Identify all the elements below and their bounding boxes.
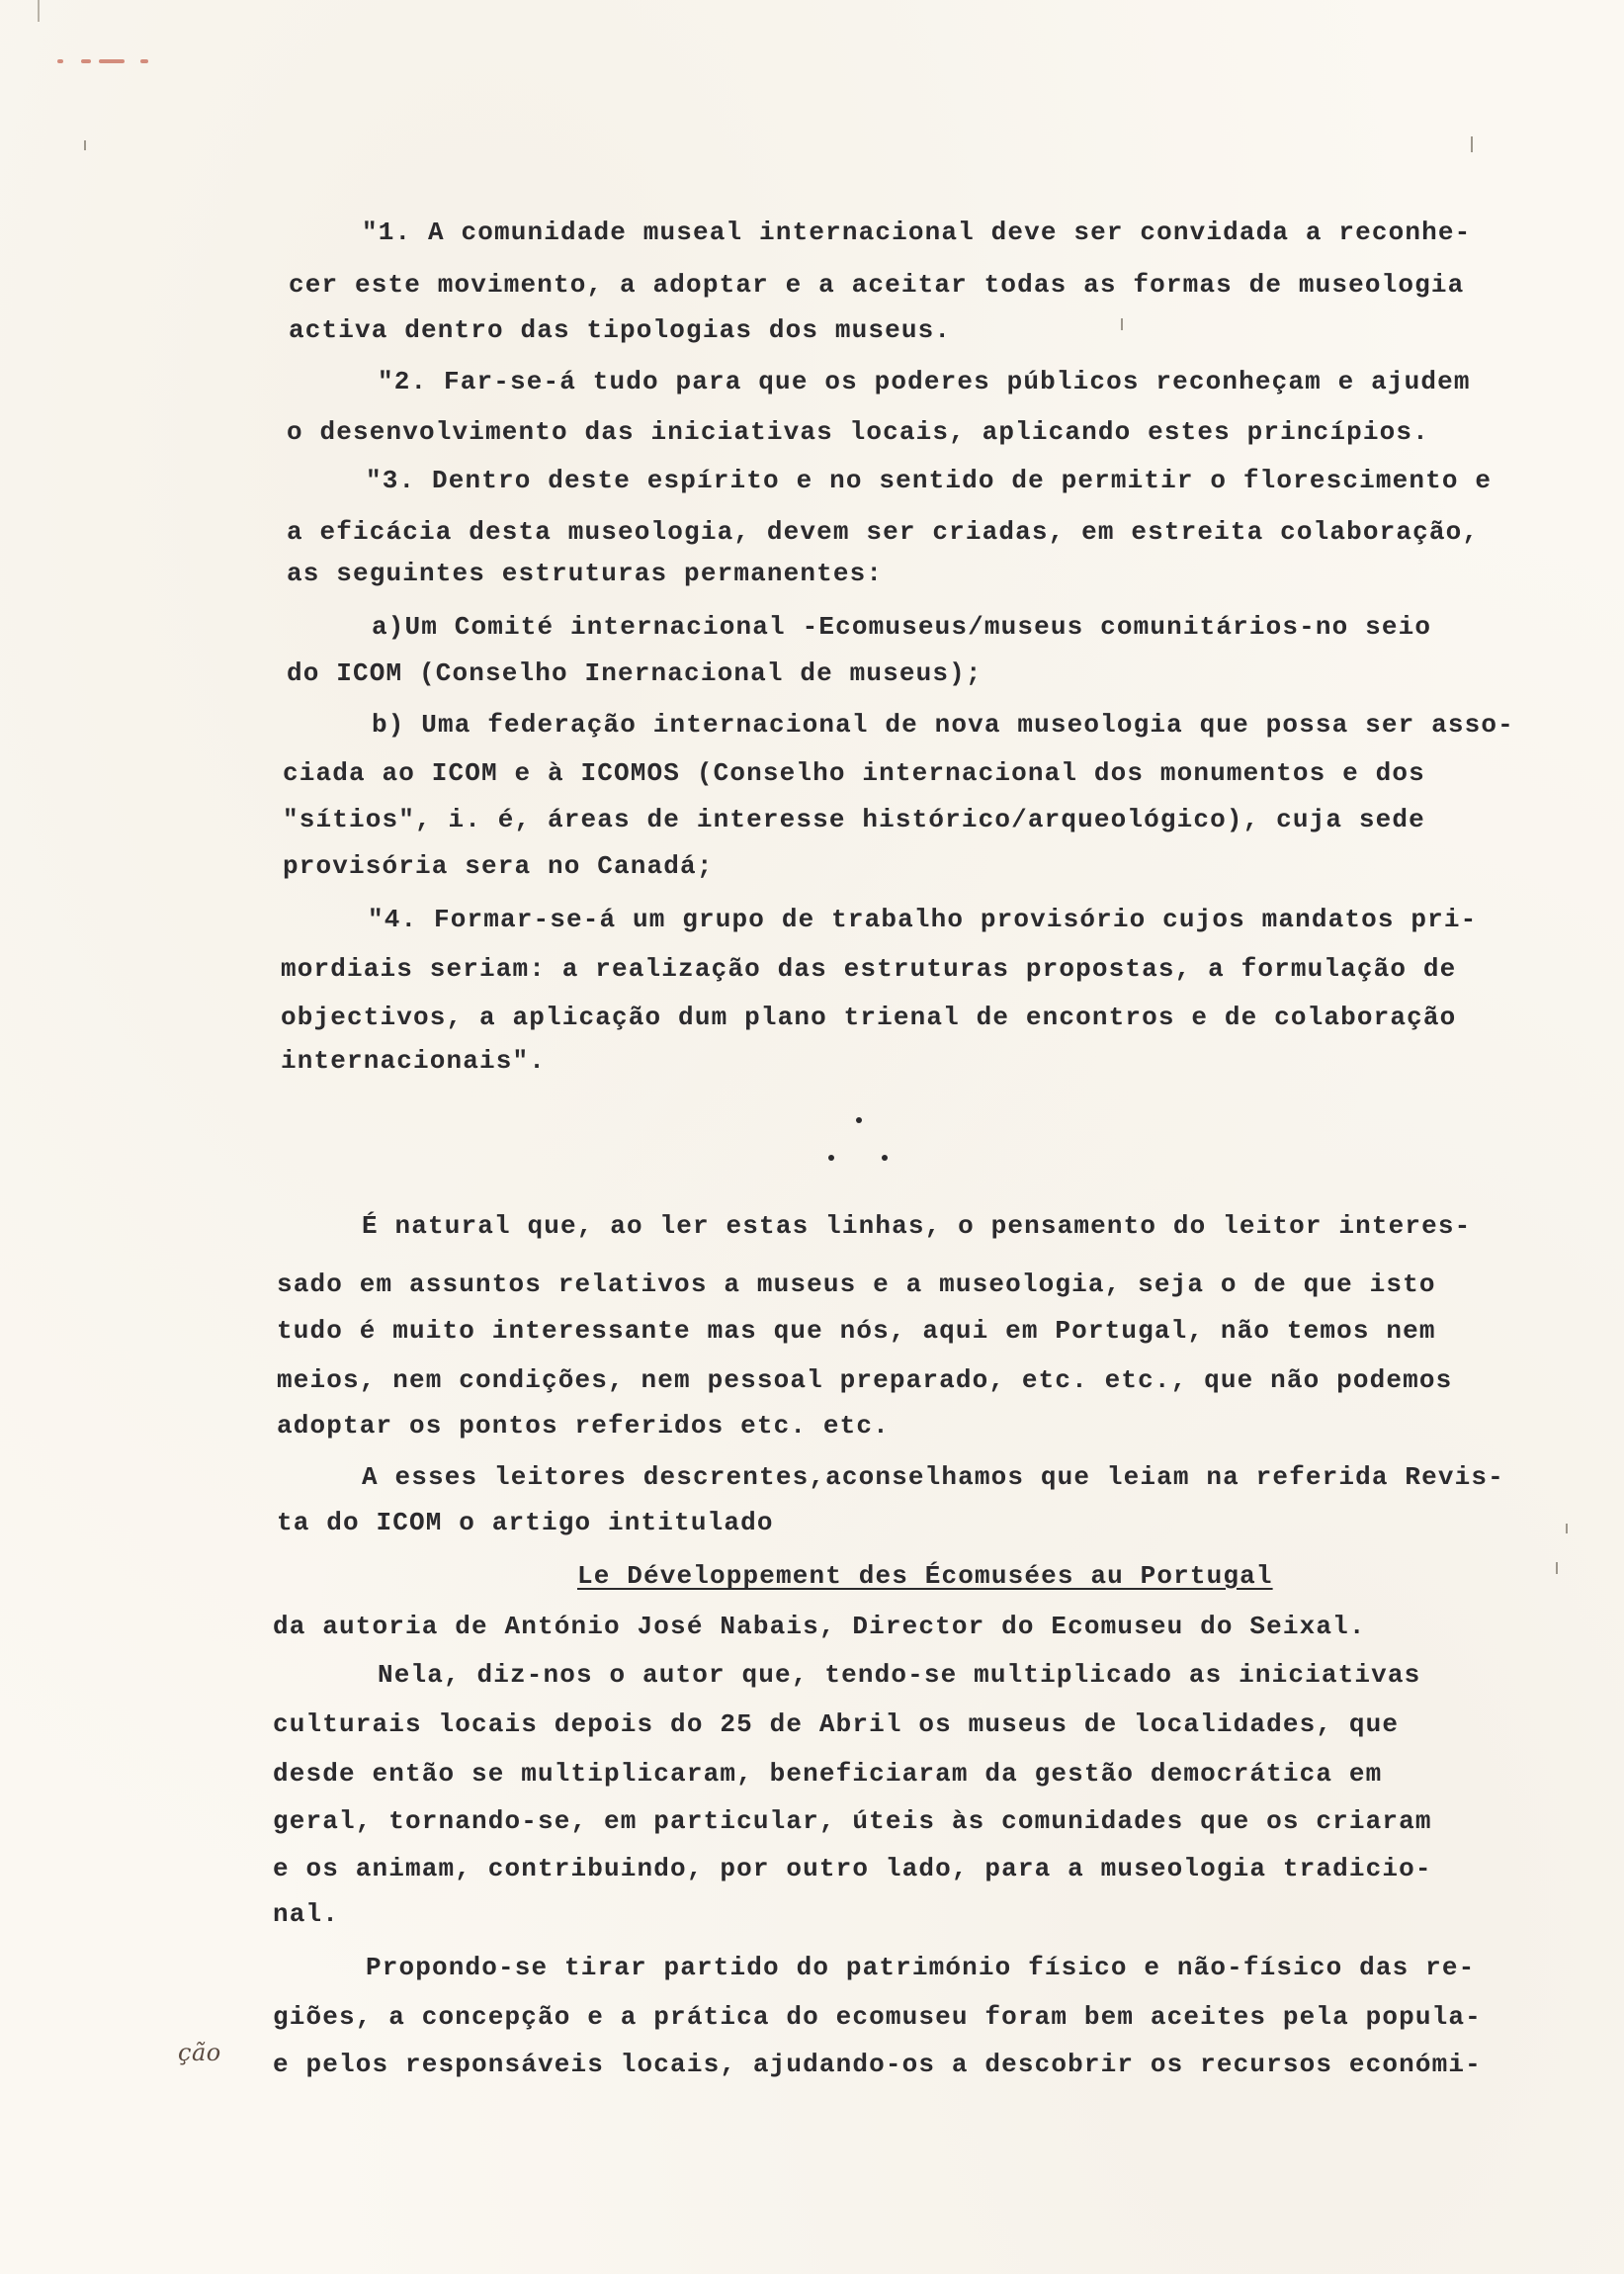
body-line: provisória sera no Canadá; bbox=[283, 851, 714, 881]
body-line: "4. Formar-se-á um grupo de trabalho provisório cujos mandatos pri- bbox=[368, 905, 1478, 934]
body-line: ta do ICOM o artigo intitulado bbox=[277, 1508, 774, 1537]
margin-tick bbox=[1556, 1562, 1558, 1574]
body-line: mordiais seriam: a realização das estruturas propostas, a formulação de bbox=[281, 954, 1457, 984]
handwritten-margin-note: ção bbox=[178, 2039, 221, 2066]
ink-speck bbox=[81, 59, 91, 63]
body-line: "1. A comunidade museal internacional deve ser convidada a reconhe- bbox=[362, 218, 1472, 247]
body-line: culturais locais depois do 25 de Abril os museus de localidades, que bbox=[273, 1709, 1400, 1739]
body-line: adoptar os pontos referidos etc. etc. bbox=[277, 1411, 890, 1441]
body-line: o desenvolvimento das iniciativas locais, aplicando estes princípios. bbox=[287, 417, 1429, 447]
body-line: meios, nem condições, nem pessoal preparado, etc. etc., que não podemos bbox=[277, 1365, 1453, 1395]
body-line: e os animam, contribuindo, por outro lado, para a museologia tradicio- bbox=[273, 1854, 1432, 1883]
body-line: sado em assuntos relativos a museus e a museologia, seja o de que isto bbox=[277, 1269, 1436, 1299]
separator-dot bbox=[882, 1155, 888, 1161]
separator-dot bbox=[856, 1117, 862, 1123]
margin-tick bbox=[84, 140, 86, 150]
ink-speck bbox=[140, 59, 148, 63]
body-line: "2. Far-se-á tudo para que os poderes públicos reconheçam e ajudem bbox=[378, 367, 1471, 396]
body-line: b) Uma federação internacional de nova museologia que possa ser asso- bbox=[372, 710, 1514, 740]
body-line: internacionais". bbox=[281, 1046, 547, 1076]
body-line: tudo é muito interessante mas que nós, aqui em Portugal, não temos nem bbox=[277, 1316, 1436, 1346]
body-line: desde então se multiplicaram, beneficiaram da gestão democrática em bbox=[273, 1759, 1383, 1789]
article-title: Le Développement des Écomusées au Portugal bbox=[577, 1561, 1273, 1591]
body-line: a)Um Comité internacional -Ecomuseus/museus comunitários-no seio bbox=[372, 612, 1432, 642]
body-line: Propondo-se tirar partido do património físico e não-físico das re- bbox=[366, 1953, 1476, 1982]
body-line: cer este movimento, a adoptar e a aceitar todas as formas de museologia bbox=[289, 270, 1465, 300]
body-line: ciada ao ICOM e à ICOMOS (Conselho internacional dos monumentos e dos bbox=[283, 758, 1425, 788]
margin-tick bbox=[1566, 1524, 1568, 1533]
body-line: "3. Dentro deste espírito e no sentido de permitir o florescimento e bbox=[366, 466, 1493, 495]
margin-tick bbox=[1121, 318, 1123, 330]
ink-specks bbox=[57, 57, 156, 65]
paper-edge-mark bbox=[38, 0, 40, 22]
body-line: do ICOM (Conselho Inernacional de museus); bbox=[287, 658, 983, 688]
body-line: nal. bbox=[273, 1899, 340, 1929]
body-line: a eficácia desta museologia, devem ser criadas, em estreita colaboração, bbox=[287, 517, 1480, 547]
ink-speck bbox=[57, 59, 63, 63]
separator-dot bbox=[828, 1155, 834, 1161]
body-line: geral, tornando-se, em particular, úteis às comunidades que os criaram bbox=[273, 1806, 1432, 1836]
body-line: Nela, diz-nos o autor que, tendo-se multiplicado as iniciativas bbox=[378, 1660, 1421, 1690]
body-line: da autoria de António José Nabais, Director do Ecomuseu do Seixal. bbox=[273, 1612, 1366, 1641]
page-number-mark bbox=[1471, 136, 1473, 152]
body-line: É natural que, ao ler estas linhas, o pensamento do leitor interes- bbox=[362, 1211, 1472, 1241]
body-line: "sítios", i. é, áreas de interesse histórico/arqueológico), cuja sede bbox=[283, 805, 1425, 834]
body-line: giões, a concepção e a prática do ecomuseu foram bem aceites pela popula- bbox=[273, 2002, 1482, 2032]
body-line: as seguintes estruturas permanentes: bbox=[287, 559, 884, 588]
body-line: objectivos, a aplicação dum plano trienal de encontros e de colaboração bbox=[281, 1003, 1457, 1032]
ink-speck bbox=[99, 59, 125, 63]
body-line: e pelos responsáveis locais, ajudando-os a descobrir os recursos económi- bbox=[273, 2050, 1482, 2079]
body-line: activa dentro das tipologias dos museus. bbox=[289, 315, 952, 345]
body-line: A esses leitores descrentes,aconselhamos que leiam na referida Revis- bbox=[362, 1462, 1504, 1492]
